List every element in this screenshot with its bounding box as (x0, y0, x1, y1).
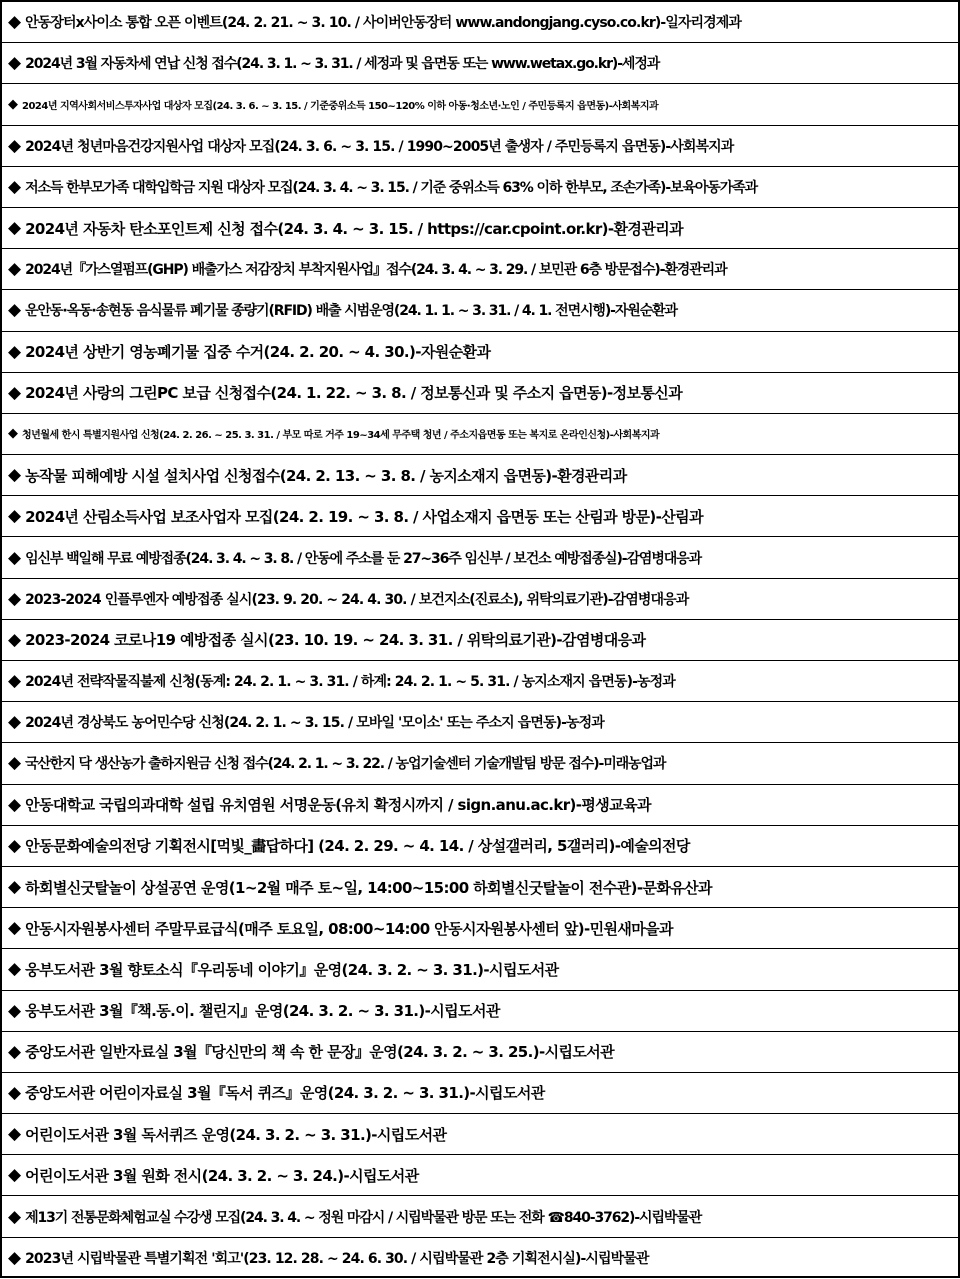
notice-text: 2024년 3월 자동차세 연납 신청 접수(24. 3. 1. ~ 3. 31. / 세정과 및 읍면동 또는 www.wetax.go.kr)-세정과 (25, 56, 660, 73)
diamond-bullet-icon: ◆ (8, 877, 22, 898)
diamond-bullet-icon: ◆ (8, 835, 22, 856)
diamond-bullet-icon: ◆ (8, 547, 22, 568)
diamond-bullet-icon: ◆ (8, 426, 18, 442)
diamond-bullet-icon: ◆ (8, 753, 22, 774)
diamond-bullet-icon: ◆ (8, 218, 22, 239)
diamond-bullet-icon: ◆ (8, 629, 22, 650)
notice-text: 웅부도서관 3월『책.동.이. 챌린지』운영(24. 3. 2. ~ 3. 31.)-시립도서관 (25, 1002, 500, 1021)
notice-text: 안동문화예술의전당 기획전시[먹빛_畵답하다] (24. 2. 29. ~ 4. 14. / 상설갤러리, 5갤러리)-예술의전당 (25, 837, 690, 856)
notice-text: 국산한지 닥 생산농가 출하지원금 신청 접수(24. 2. 1. ~ 3. 22. / 농업기술센터 기술개발팀 방문 접수)-미래농업과 (25, 756, 666, 773)
notice-text: 2024년 전략작물직불제 신청(동계: 24. 2. 1. ~ 3. 31. / 하계: 24. 2. 1. ~ 5. 31. / 농지소재지 읍면동)-농정과 (25, 674, 675, 691)
diamond-bullet-icon: ◆ (8, 382, 22, 403)
list-item (2, 455, 958, 496)
diamond-bullet-icon: ◆ (8, 96, 18, 112)
list-item (2, 537, 958, 578)
list-item (2, 661, 958, 702)
list-item (2, 949, 958, 990)
notice-text: 안동대학교 국립의과대학 설립 유치염원 서명운동(유치 확정시까지 / sign.anu.ac.kr)-평생교육과 (25, 796, 651, 815)
list-item (2, 249, 958, 290)
diamond-bullet-icon: ◆ (8, 1124, 22, 1145)
diamond-bullet-icon: ◆ (8, 1206, 22, 1227)
list-item (2, 1155, 958, 1196)
notice-text: 농작물 피해예방 시설 설치사업 신청접수(24. 2. 13. ~ 3. 8. / 농지소재지 읍면동)-환경관리과 (25, 466, 627, 485)
diamond-bullet-icon: ◆ (8, 1000, 22, 1021)
list-item (2, 785, 958, 826)
notice-text: 안동시자원봉사센터 주말무료급식(매주 토요일, 08:00~14:00 안동시자원봉사센터 앞)-민원새마을과 (25, 919, 673, 938)
notice-text: 2023년 시립박물관 특별기획전 '회고'(23. 12. 28. ~ 24. 6. 30. / 시립박물관 2층 기획전시실)-시립박물관 (25, 1251, 649, 1268)
notice-text: 2023-2024 코로나19 예방접종 실시(23. 10. 19. ~ 24. 3. 31. / 위탁의료기관)-감염병대응과 (25, 631, 646, 650)
list-item (2, 1196, 958, 1237)
list-item (2, 1032, 958, 1073)
notice-text: 청년월세 한시 특별지원사업 신청(24. 2. 26. ~ 25. 3. 31. / 부모 따로 거주 19~34세 무주택 청년 / 주소지읍면동 또는 복지로 온라인신청)-사회복지과 (22, 430, 660, 442)
list-item (2, 702, 958, 743)
notice-text: 2024년 상반기 영농폐기물 집중 수거(24. 2. 20. ~ 4. 30.)-자원순환과 (25, 343, 491, 362)
diamond-bullet-icon: ◆ (8, 1165, 22, 1186)
diamond-bullet-icon: ◆ (8, 794, 22, 815)
notice-text: 2024년 자동차 탄소포인트제 신청 접수(24. 3. 4. ~ 3. 15. / https://car.cpoint.or.kr)-환경관리과 (25, 219, 683, 238)
notice-text: 어린이도서관 3월 독서퀴즈 운영(24. 3. 2. ~ 3. 31.)-시립도서관 (25, 1125, 447, 1144)
list-item (2, 1073, 958, 1114)
list-item (2, 414, 958, 455)
list-item (2, 1238, 958, 1279)
notice-text: 2024년『가스열펌프(GHP) 배출가스 저감장치 부착지원사업』접수(24. 3. 4. ~ 3. 29. / 보민관 6층 방문접수)-환경관리과 (25, 262, 727, 279)
diamond-bullet-icon: ◆ (8, 176, 22, 197)
notice-text: 중앙도서관 어린이자료실 3월『독서 퀴즈』운영(24. 3. 2. ~ 3. 31.)-시립도서관 (25, 1084, 545, 1103)
list-item (2, 908, 958, 949)
list-item (2, 290, 958, 331)
list-item (2, 991, 958, 1032)
notice-text: 안동장터x사이소 통합 오픈 이벤트(24. 2. 21. ~ 3. 10. / 사이버안동장터 www.andongjang.cyso.co.kr)-일자리경제과 (25, 15, 742, 32)
notice-text: 운안동·옥동·송현동 음식물류 폐기물 종량기(RFID) 배출 시범운영(24. 1. 1. ~ 3. 31. / 4. 1. 전면시행)-자원순환과 (25, 303, 677, 320)
list-item (2, 43, 958, 84)
notice-text: 웅부도서관 3월 향토소식『우리동네 이야기』운영(24. 3. 2. ~ 3. 31.)-시립도서관 (25, 960, 559, 979)
diamond-bullet-icon: ◆ (8, 259, 22, 280)
list-item (2, 332, 958, 373)
diamond-bullet-icon: ◆ (8, 300, 22, 321)
diamond-bullet-icon: ◆ (8, 506, 22, 527)
list-item (2, 496, 958, 537)
notice-text: 하회별신굿탈놀이 상설공연 운영(1~2월 매주 토~일, 14:00~15:00 하회별신굿탈놀이 전수관)-문화유산과 (25, 878, 712, 897)
list-item (2, 743, 958, 784)
list-item (2, 373, 958, 414)
notice-text: 어린이도서관 3월 원화 전시(24. 3. 2. ~ 3. 24.)-시립도서관 (25, 1166, 419, 1185)
diamond-bullet-icon: ◆ (8, 959, 22, 980)
notice-text: 2024년 청년마음건강지원사업 대상자 모집(24. 3. 6. ~ 3. 15. / 1990~2005년 출생자 / 주민등록지 읍면동)-사회복지과 (25, 138, 734, 155)
diamond-bullet-icon: ◆ (8, 1248, 22, 1269)
diamond-bullet-icon: ◆ (8, 712, 22, 733)
list-item (2, 84, 958, 125)
list-item (2, 620, 958, 661)
notice-text: 제13기 전통문화체험교실 수강생 모집(24. 3. 4. ~ 정원 마감시 / 시립박물관 방문 또는 전화 ☎840-3762)-시립박물관 (25, 1209, 702, 1226)
list-item (2, 2, 958, 43)
notice-text: 2024년 사랑의 그린PC 보급 신청접수(24. 1. 22. ~ 3. 8. / 정보통신과 및 주소지 읍면동)-정보통신과 (25, 384, 683, 403)
notice-text: 2024년 경상북도 농어민수당 신청(24. 2. 1. ~ 3. 15. / 모바일 '모이소' 또는 주소지 읍면동)-농정과 (25, 715, 604, 732)
diamond-bullet-icon: ◆ (8, 671, 22, 692)
list-item (2, 579, 958, 620)
diamond-bullet-icon: ◆ (8, 465, 22, 486)
diamond-bullet-icon: ◆ (8, 12, 22, 33)
list-item (2, 826, 958, 867)
list-item (2, 208, 958, 249)
notice-text: 2023-2024 인플루엔자 예방접종 실시(23. 9. 20. ~ 24. 4. 30. / 보건지소(진료소), 위탁의료기관)-감염병대응과 (25, 591, 689, 608)
list-item (2, 867, 958, 908)
diamond-bullet-icon: ◆ (8, 341, 22, 362)
notice-text: 2024년 산림소득사업 보조사업자 모집(24. 2. 19. ~ 3. 8. / 사업소재지 읍면동 또는 산림과 방문)-산림과 (25, 507, 703, 526)
diamond-bullet-icon: ◆ (8, 588, 22, 609)
notice-text: 임신부 백일해 무료 예방접종(24. 3. 4. ~ 3. 8. / 안동에 주소를 둔 27~36주 임신부 / 보건소 예방접종실)-감염병대응과 (25, 550, 702, 567)
notice-text: 2024년 지역사회서비스투자사업 대상자 모집(24. 3. 6. ~ 3. 15. / 기준중위소득 150~120% 이하 아동·청소년·노인 / 주민등록지 읍면동)-사회복지과 (22, 100, 659, 112)
notice-text: 저소득 한부모가족 대학입학금 지원 대상자 모집(24. 3. 4. ~ 3. 15. / 기준 중위소득 63% 이하 한부모, 조손가족)-보육아동가족과 (25, 179, 758, 196)
diamond-bullet-icon: ◆ (8, 1082, 22, 1103)
diamond-bullet-icon: ◆ (8, 53, 22, 74)
diamond-bullet-icon: ◆ (8, 1041, 22, 1062)
diamond-bullet-icon: ◆ (8, 135, 22, 156)
list-item (2, 167, 958, 208)
list-item (2, 1114, 958, 1155)
list-item (2, 126, 958, 167)
notice-text: 중앙도서관 일반자료실 3월『당신만의 책 속 한 문장』운영(24. 3. 2. ~ 3. 25.)-시립도서관 (25, 1043, 615, 1062)
diamond-bullet-icon: ◆ (8, 918, 22, 939)
